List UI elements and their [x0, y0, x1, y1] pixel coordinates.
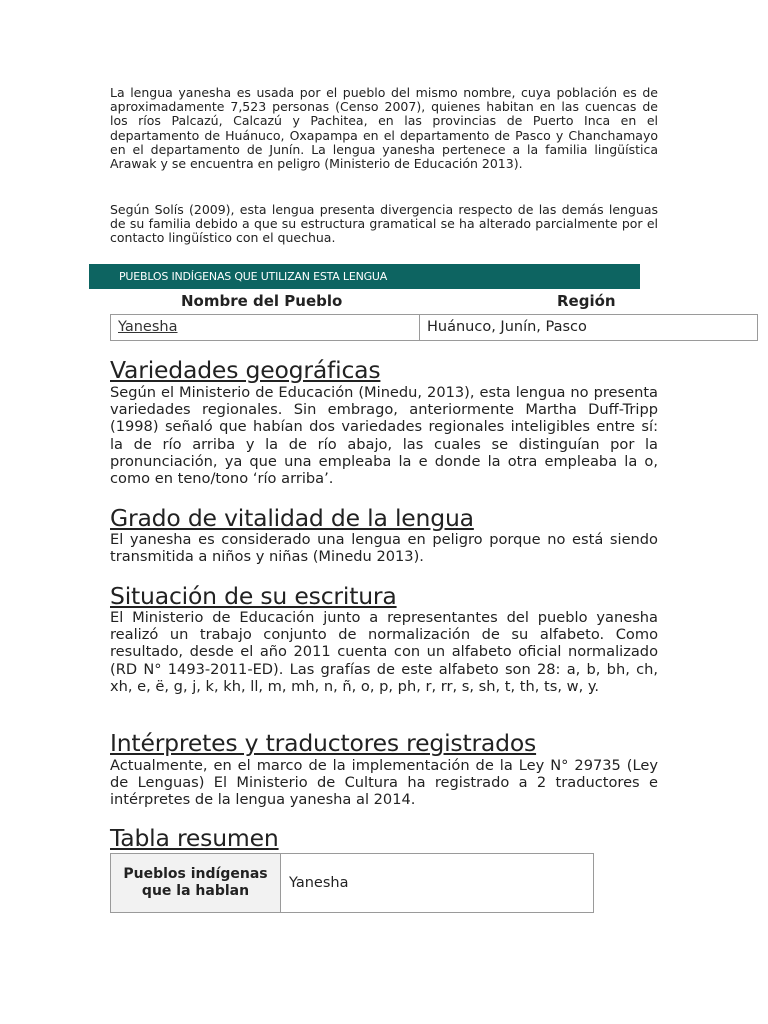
heading-situacion-escritura: Situación de su escritura [110, 582, 397, 610]
heading-interpretes: Intérpretes y traductores registrados [110, 729, 537, 757]
text-grado-vitalidad: El yanesha es considerado una lengua en peligro porque no está siendo transmitida a niños y niñas (Minedu 2013). [110, 531, 658, 566]
summary-label-cell: Pueblos indígenas que la hablan [111, 854, 281, 912]
summary-table [110, 853, 594, 913]
pueblo-name-cell [111, 315, 420, 340]
pueblos-section-bar: PUEBLOS INDÍGENAS QUE UTILIZAN ESTA LENGUA [89, 264, 640, 289]
intro-paragraph-2: Según Solís (2009), esta lengua presenta divergencia respecto de las demás lenguas de su familia debido a que su estructura gramatical se ha alterado parcialmente por el contacto lingüístico con el quechua. [110, 202, 658, 246]
column-header-nombre: Nombre del Pueblo [181, 292, 343, 310]
heading-grado-vitalidad: Grado de vitalidad de la lengua [110, 504, 474, 532]
text-interpretes: Actualmente, en el marco de la implementación de la Ley N° 29735 (Ley de Lenguas) El Ministerio de Cultura ha registrado a 2 traductores e intérpretes de la lengua yanesha al 2014. [110, 757, 658, 809]
pueblo-region-cell: Huánuco, Junín, Pasco [427, 319, 587, 335]
pueblos-table-row [110, 314, 758, 341]
text-situacion-escritura: El Ministerio de Educación junto a representantes del pueblo yanesha realizó un trabajo conjunto de normalización de su alfabeto. Como resultado, desde el año 2011 cuenta con un alfabeto oficial normalizado (RD N° 1493-2011-ED). Las grafías de este alfabeto son 28: a, b, bh, ch, xh, e, ë, g, j, k, kh, ll, m, mh, n, ñ, o, p, ph, r, rr, s, sh, t, th, ts, w, y. [110, 609, 658, 695]
text-variedades: Según el Ministerio de Educación (Minedu, 2013), esta lengua no presenta variedades regionales. Sin embrago, anteriormente Martha Duff-Tripp (1998) señaló que habían dos variedades regionales inteligibles entre sí: la de río arriba y la de río abajo, las cuales se distinguían por la pronunciación, ya que una empleaba la e donde la otra empleaba la o, como en teno/tono ‘río arriba’. [110, 384, 658, 488]
summary-value-cell: Yanesha [289, 875, 349, 891]
column-header-region: Región [557, 292, 616, 310]
pueblo-name-link[interactable]: Yanesha [118, 319, 178, 335]
intro-paragraph-1: La lengua yanesha es usada por el pueblo del mismo nombre, cuya población es de aproximadamente 7,523 personas (Censo 2007), quienes habitan en las cuencas de los ríos Palcazú, Calcazú y Pachitea, en las provincias de Puerto Inca en el departamento de Huánuco, Oxapampa en el departamento de Pasco y Chanchamayo en el departamento de Junín. La lengua yanesha pertenece a la familia lingüística Arawak y se encuentra en peligro (Ministerio de Educación 2013). [110, 85, 658, 172]
heading-tabla-resumen: Tabla resumen [110, 824, 279, 852]
heading-variedades: Variedades geográficas [110, 356, 381, 384]
